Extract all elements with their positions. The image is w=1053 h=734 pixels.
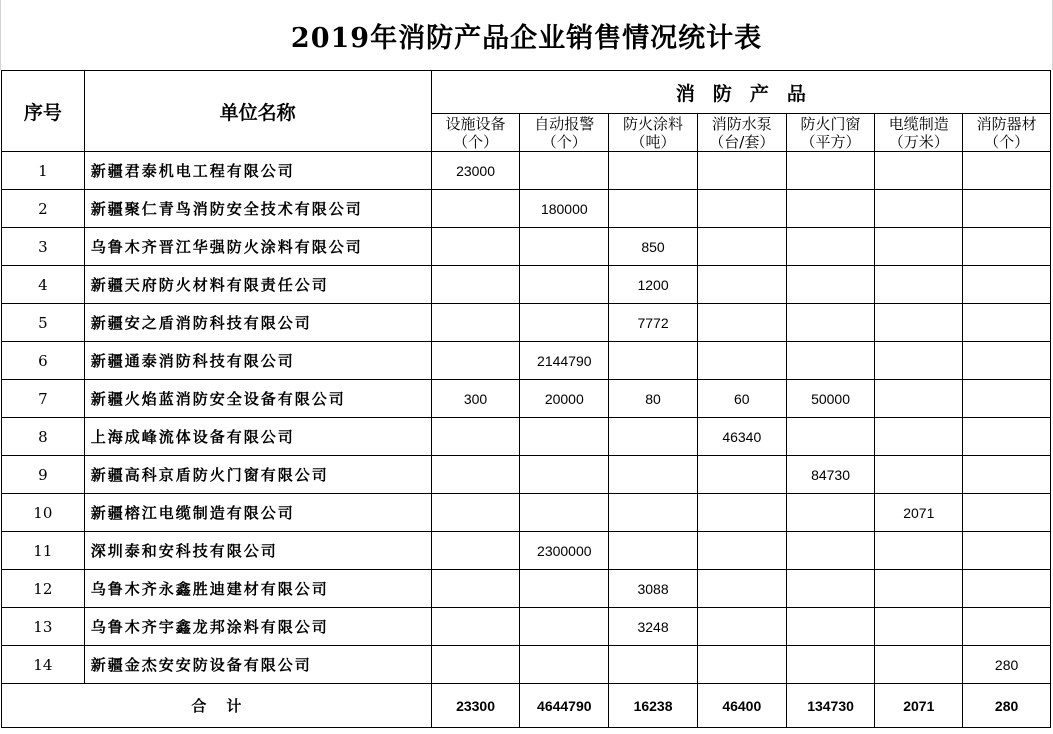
value-cell[interactable] [786,228,875,266]
product-unit: （吨） [630,132,676,151]
value-cell[interactable] [520,494,609,532]
row-seq-cell[interactable]: 9 [2,456,85,494]
product-name: 电缆制造 [888,114,949,133]
value-cell[interactable] [786,304,875,342]
product-unit: （个） [453,132,499,151]
value-cell[interactable] [786,608,875,646]
product-unit: （个） [541,132,587,151]
value-cell[interactable] [431,190,520,228]
value-cell[interactable] [431,266,520,304]
value-cell[interactable]: 46340 [697,418,786,456]
total-value-cell[interactable]: 134730 [786,684,875,728]
table-row [2,304,1051,342]
header-product-1[interactable] [431,114,520,152]
header-product-4[interactable] [697,114,786,152]
value-cell[interactable] [875,304,963,342]
total-value-cell[interactable]: 2071 [875,684,963,728]
header-company-name[interactable]: 单位名称 [84,71,431,152]
table-row [2,532,1051,570]
table-row [2,608,1051,646]
value-cell[interactable] [963,190,1051,228]
table-row [2,266,1051,304]
product-name: 消防器材 [976,114,1037,133]
row-seq-cell[interactable]: 3 [2,228,85,266]
value-cell[interactable] [963,304,1051,342]
company-name-cell[interactable]: 新疆聚仁青鸟消防安全技术有限公司 [84,190,431,228]
value-cell[interactable]: 80 [609,380,698,418]
value-cell[interactable] [609,152,698,190]
value-cell[interactable] [609,532,698,570]
value-cell[interactable] [520,266,609,304]
value-cell[interactable]: 2300000 [520,532,609,570]
value-cell[interactable] [786,266,875,304]
row-seq-cell[interactable]: 8 [2,418,85,456]
value-cell[interactable] [520,570,609,608]
value-cell[interactable] [786,494,875,532]
row-seq-cell[interactable]: 13 [2,608,85,646]
value-cell[interactable]: 23000 [431,152,520,190]
value-cell[interactable] [875,342,963,380]
value-cell[interactable] [875,228,963,266]
value-cell[interactable] [431,228,520,266]
value-cell[interactable] [431,456,520,494]
row-seq-cell[interactable]: 6 [2,342,85,380]
value-cell[interactable] [431,608,520,646]
value-cell[interactable] [697,266,786,304]
total-row [2,684,1051,728]
value-cell[interactable]: 280 [963,646,1051,684]
value-cell[interactable] [609,190,698,228]
value-cell[interactable] [609,456,698,494]
value-cell[interactable] [963,608,1051,646]
value-cell[interactable] [963,418,1051,456]
value-cell[interactable]: 850 [609,228,698,266]
value-cell[interactable]: 20000 [520,380,609,418]
value-cell[interactable] [697,608,786,646]
value-cell[interactable] [963,380,1051,418]
value-cell[interactable]: 2071 [875,494,963,532]
total-value-cell[interactable]: 280 [963,684,1051,728]
value-cell[interactable] [697,304,786,342]
table-row [2,228,1051,266]
row-seq-cell[interactable]: 4 [2,266,85,304]
value-cell[interactable] [875,380,963,418]
value-cell[interactable] [697,456,786,494]
value-cell[interactable] [697,646,786,684]
company-name-cell[interactable]: 新疆君泰机电工程有限公司 [84,152,431,190]
value-cell[interactable] [697,342,786,380]
value-cell[interactable] [520,456,609,494]
value-cell[interactable] [520,304,609,342]
value-cell[interactable] [520,646,609,684]
header-product-group[interactable]: 消防产品 [431,71,1050,114]
product-name: 防火涂料 [623,114,684,133]
company-name-cell[interactable]: 新疆金杰安安防设备有限公司 [84,646,431,684]
row-seq-cell[interactable]: 2 [2,190,85,228]
header-product-7[interactable] [963,114,1051,152]
value-cell[interactable]: 3248 [609,608,698,646]
table-row [2,646,1051,684]
value-cell[interactable] [697,152,786,190]
sales-table [1,70,1051,728]
value-cell[interactable]: 50000 [786,380,875,418]
value-cell[interactable] [431,646,520,684]
company-name-cell[interactable]: 乌鲁木齐永鑫胜迪建材有限公司 [84,570,431,608]
company-name-cell[interactable]: 新疆高科京盾防火门窗有限公司 [84,456,431,494]
total-value-cell[interactable]: 23300 [431,684,520,728]
value-cell[interactable] [431,304,520,342]
header-product-6[interactable] [875,114,963,152]
total-value-cell[interactable]: 46400 [697,684,786,728]
header-seq[interactable]: 序号 [2,71,85,152]
total-value-cell[interactable]: 16238 [609,684,698,728]
value-cell[interactable]: 300 [431,380,520,418]
value-cell[interactable] [963,266,1051,304]
value-cell[interactable] [963,532,1051,570]
value-cell[interactable] [697,190,786,228]
row-seq-cell[interactable]: 7 [2,380,85,418]
value-cell[interactable] [875,570,963,608]
value-cell[interactable] [609,646,698,684]
value-cell[interactable]: 84730 [786,456,875,494]
company-name-cell[interactable]: 乌鲁木齐晋江华强防火涂料有限公司 [84,228,431,266]
value-cell[interactable] [609,494,698,532]
product-name: 自动报警 [534,114,595,133]
value-cell[interactable]: 180000 [520,190,609,228]
value-cell[interactable] [786,532,875,570]
table-row [2,380,1051,418]
value-cell[interactable]: 1200 [609,266,698,304]
value-cell[interactable]: 60 [697,380,786,418]
product-unit: （台/套） [709,132,775,151]
product-name: 防火门窗 [800,114,861,133]
value-cell[interactable] [786,418,875,456]
value-cell[interactable]: 3088 [609,570,698,608]
value-cell[interactable] [609,342,698,380]
table-row [2,456,1051,494]
value-cell[interactable] [875,190,963,228]
total-value-cell[interactable]: 4644790 [520,684,609,728]
value-cell[interactable] [875,266,963,304]
value-cell[interactable] [875,418,963,456]
value-cell[interactable]: 7772 [609,304,698,342]
header-product-5[interactable] [786,114,875,152]
company-name-cell[interactable]: 新疆火焰蓝消防安全设备有限公司 [84,380,431,418]
header-product-2[interactable] [520,114,609,152]
value-cell[interactable] [697,532,786,570]
value-cell[interactable] [875,608,963,646]
row-seq-cell[interactable]: 1 [2,152,85,190]
value-cell[interactable] [875,456,963,494]
value-cell[interactable] [963,570,1051,608]
company-name-cell[interactable]: 上海成峰流体设备有限公司 [84,418,431,456]
company-name-cell[interactable]: 乌鲁木齐宇鑫龙邦涂料有限公司 [84,608,431,646]
table-row [2,152,1051,190]
value-cell[interactable] [431,342,520,380]
product-name: 消防水泵 [711,114,772,133]
value-cell[interactable] [875,152,963,190]
company-name-cell[interactable]: 新疆天府防火材料有限责任公司 [84,266,431,304]
table-row [2,342,1051,380]
value-cell[interactable] [431,570,520,608]
row-seq-cell[interactable]: 11 [2,532,85,570]
value-cell[interactable] [520,228,609,266]
value-cell[interactable] [431,494,520,532]
header-product-3[interactable] [609,114,698,152]
value-cell[interactable] [963,228,1051,266]
row-seq-cell[interactable]: 5 [2,304,85,342]
value-cell[interactable] [697,228,786,266]
row-seq-cell[interactable]: 10 [2,494,85,532]
table-row [2,494,1051,532]
product-name: 设施设备 [445,114,506,133]
value-cell[interactable] [786,190,875,228]
row-seq-cell[interactable]: 12 [2,570,85,608]
value-cell[interactable] [963,456,1051,494]
value-cell[interactable] [431,532,520,570]
value-cell[interactable] [697,494,786,532]
value-cell[interactable] [697,570,786,608]
value-cell[interactable] [963,494,1051,532]
value-cell[interactable] [786,342,875,380]
company-name-cell[interactable]: 新疆安之盾消防科技有限公司 [84,304,431,342]
value-cell[interactable] [520,152,609,190]
value-cell[interactable] [875,532,963,570]
product-unit: （万米） [888,132,949,151]
product-unit: （个） [984,132,1030,151]
value-cell[interactable] [786,646,875,684]
value-cell[interactable] [520,608,609,646]
company-name-cell[interactable]: 新疆榕江电缆制造有限公司 [84,494,431,532]
total-label-cell[interactable]: 合计 [2,684,432,728]
value-cell[interactable] [520,418,609,456]
table-row [2,418,1051,456]
table-row [2,570,1051,608]
sheet-title: 2019年消防产品企业销售情况统计表 [290,22,763,54]
company-name-cell[interactable]: 深圳泰和安科技有限公司 [84,532,431,570]
value-cell[interactable] [609,418,698,456]
value-cell[interactable] [963,152,1051,190]
value-cell[interactable] [786,570,875,608]
company-name-cell[interactable]: 新疆通泰消防科技有限公司 [84,342,431,380]
value-cell[interactable] [786,152,875,190]
row-seq-cell[interactable]: 14 [2,646,85,684]
value-cell[interactable] [963,342,1051,380]
value-cell[interactable] [875,646,963,684]
product-unit: （平方） [800,132,861,151]
table-row [2,190,1051,228]
value-cell[interactable] [431,418,520,456]
value-cell[interactable]: 2144790 [520,342,609,380]
